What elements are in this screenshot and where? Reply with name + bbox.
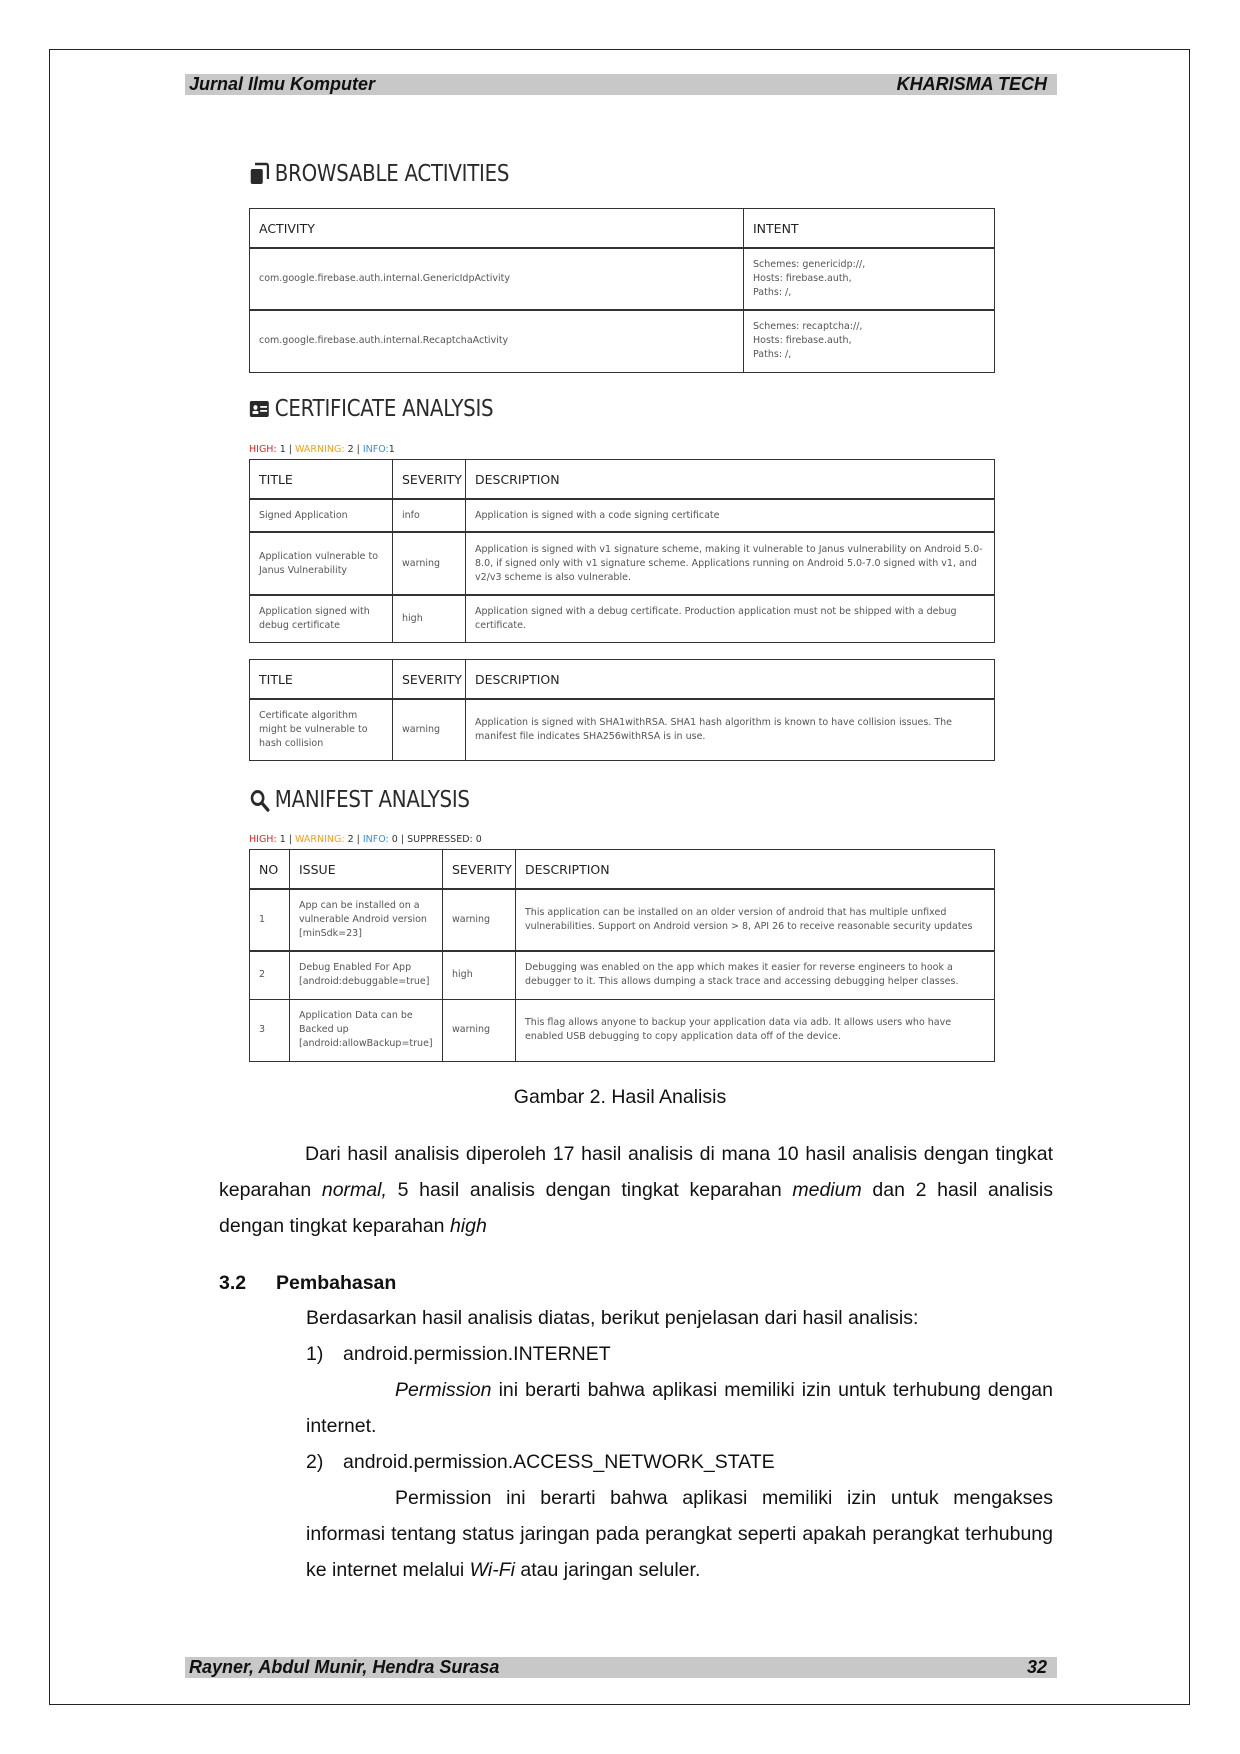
section-number: 3.2 xyxy=(219,1272,247,1294)
certificate-analysis-table-2 xyxy=(249,659,995,761)
activity-cell: com.google.firebase.auth.internal.RecaptchaActivity xyxy=(250,310,744,372)
activity-cell: com.google.firebase.auth.internal.GenericIdpActivity xyxy=(250,248,744,310)
severity-cell: high xyxy=(443,951,516,999)
table-row xyxy=(250,248,995,310)
table-row xyxy=(250,595,995,642)
description-cell: This flag allows anyone to backup your application data via adb. It allows users who have enabled USB debugging to copy application data off of the device. xyxy=(516,999,995,1061)
table-row xyxy=(250,499,995,532)
publisher-name: KHARISMA TECH xyxy=(896,74,1047,94)
intro-paragraph: Berdasarkan hasil analisis diatas, berikut penjelasan dari hasil analisis: xyxy=(306,1307,919,1329)
table-header-row xyxy=(250,850,995,890)
table-row xyxy=(250,889,995,951)
figure-caption: Gambar 2. Hasil Analisis xyxy=(513,1086,727,1108)
number-cell: 2 xyxy=(250,951,290,999)
column-header: DESCRIPTION xyxy=(516,850,995,890)
result-paragraph: Dari hasil analisis diperoleh 17 hasil analisis di mana 10 hasil analisis dengan tingkat keparahan normal, 5 hasil analisis dengan tingkat keparahan medium dan 2 hasil analisis dengan tingkat keparahan high xyxy=(219,1143,1054,1237)
title-cell: Application signed with debug certificate xyxy=(250,595,393,642)
journal-name: Jurnal Ilmu Komputer xyxy=(189,74,376,94)
id-card-icon xyxy=(249,397,270,421)
description-cell: Application signed with a debug certificate. Production application must not be shipped with a debug certificate. xyxy=(466,595,995,642)
column-header: SEVERITY xyxy=(393,660,466,700)
column-header: ISSUE xyxy=(290,850,443,890)
severity-cell: info xyxy=(393,499,466,532)
manifest-severity-counts: HIGH: 1 | WARNING: 2 | INFO: 0 | SUPPRESSED: 0 xyxy=(249,834,482,845)
running-header xyxy=(185,74,1057,95)
column-header: INTENT xyxy=(744,209,995,249)
description-cell: Application is signed with SHA1withRSA. SHA1 hash algorithm is known to have collision issues. The manifest file indicates SHA256withRSA is in use. xyxy=(466,699,995,760)
column-header: DESCRIPTION xyxy=(466,460,995,500)
severity-cell: warning xyxy=(443,889,516,951)
title-cell: Application vulnerable to Janus Vulnerability xyxy=(250,532,393,595)
column-header: SEVERITY xyxy=(393,460,466,500)
severity-cell: high xyxy=(393,595,466,642)
title-cell: Signed Application xyxy=(250,499,393,532)
table-header-row xyxy=(250,209,995,249)
description-cell: Debugging was enabled on the app which makes it easier for reverse engineers to hook a debugger to it. This allows dumping a stack trace and accessing debugging helper classes. xyxy=(516,951,995,999)
browsable-activities-heading: BROWSABLE ACTIVITIES xyxy=(249,157,509,191)
table-header-row xyxy=(250,660,995,700)
copy-icon xyxy=(249,162,270,186)
browsable-activities-table xyxy=(249,208,995,373)
table-row xyxy=(250,532,995,595)
column-header: TITLE xyxy=(250,660,393,700)
manifest-analysis-heading: MANIFEST ANALYSIS xyxy=(249,783,470,817)
list-item-description: Permission ini berarti bahwa aplikasi memiliki izin untuk terhubung dengan internet. xyxy=(306,1379,1053,1437)
section-title: Pembahasan xyxy=(276,1272,397,1294)
issue-cell: App can be installed on a vulnerable Android version [minSdk=23] xyxy=(290,889,443,951)
intent-cell: Schemes: genericidp://, Hosts: firebase.auth, Paths: /, xyxy=(744,248,995,310)
intent-cell: Schemes: recaptcha://, Hosts: firebase.auth, Paths: /, xyxy=(744,310,995,372)
column-header: ACTIVITY xyxy=(250,209,744,249)
number-cell: 1 xyxy=(250,889,290,951)
issue-cell: Debug Enabled For App [android:debuggable=true] xyxy=(290,951,443,999)
list-item-label: android.permission.INTERNET xyxy=(343,1343,611,1365)
running-footer xyxy=(185,1657,1057,1678)
table-row xyxy=(250,951,995,999)
description-cell: This application can be installed on an older version of android that has multiple unfixed vulnerabilities. Support on Android version > 8, API 26 to receive reasonable security updates xyxy=(516,889,995,951)
certificate-analysis-table xyxy=(249,459,995,643)
severity-cell: warning xyxy=(443,999,516,1061)
severity-cell: warning xyxy=(393,699,466,760)
description-cell: Application is signed with v1 signature scheme, making it vulnerable to Janus vulnerability on Android 5.0-8.0, if signed only with v1 signature scheme. Applications running on Android 5.0-7.0 signed with v1, and v2/v3 scheme is also vulnerable. xyxy=(466,532,995,595)
number-cell: 3 xyxy=(250,999,290,1061)
issue-cell: Application Data can be Backed up [android:allowBackup=true] xyxy=(290,999,443,1061)
list-item-number: 1) xyxy=(306,1343,324,1365)
certificate-severity-counts: HIGH: 1 | WARNING: 2 | INFO:1 xyxy=(249,444,395,455)
title-cell: Certificate algorithm might be vulnerable to hash collision xyxy=(250,699,393,760)
column-header: SEVERITY xyxy=(443,850,516,890)
list-item-description: Permission ini berarti bahwa aplikasi memiliki izin untuk mengakses informasi tentang status jaringan pada perangkat seperti apakah perangkat terhubung ke internet melalui Wi-Fi atau jaringan seluler. xyxy=(306,1487,1053,1581)
table-row xyxy=(250,699,995,760)
page-number: 32 xyxy=(1026,1657,1047,1677)
list-item-number: 2) xyxy=(306,1451,324,1473)
search-icon xyxy=(249,788,270,812)
list-item-label: android.permission.ACCESS_NETWORK_STATE xyxy=(343,1451,775,1473)
certificate-analysis-heading: CERTIFICATE ANALYSIS xyxy=(249,392,493,426)
manifest-analysis-table xyxy=(249,849,995,1062)
authors: Rayner, Abdul Munir, Hendra Surasa xyxy=(189,1657,500,1677)
column-header: NO xyxy=(250,850,290,890)
table-header-row xyxy=(250,460,995,500)
column-header: TITLE xyxy=(250,460,393,500)
table-row xyxy=(250,999,995,1061)
description-cell: Application is signed with a code signing certificate xyxy=(466,499,995,532)
table-row xyxy=(250,310,995,372)
column-header: DESCRIPTION xyxy=(466,660,995,700)
severity-cell: warning xyxy=(393,532,466,595)
